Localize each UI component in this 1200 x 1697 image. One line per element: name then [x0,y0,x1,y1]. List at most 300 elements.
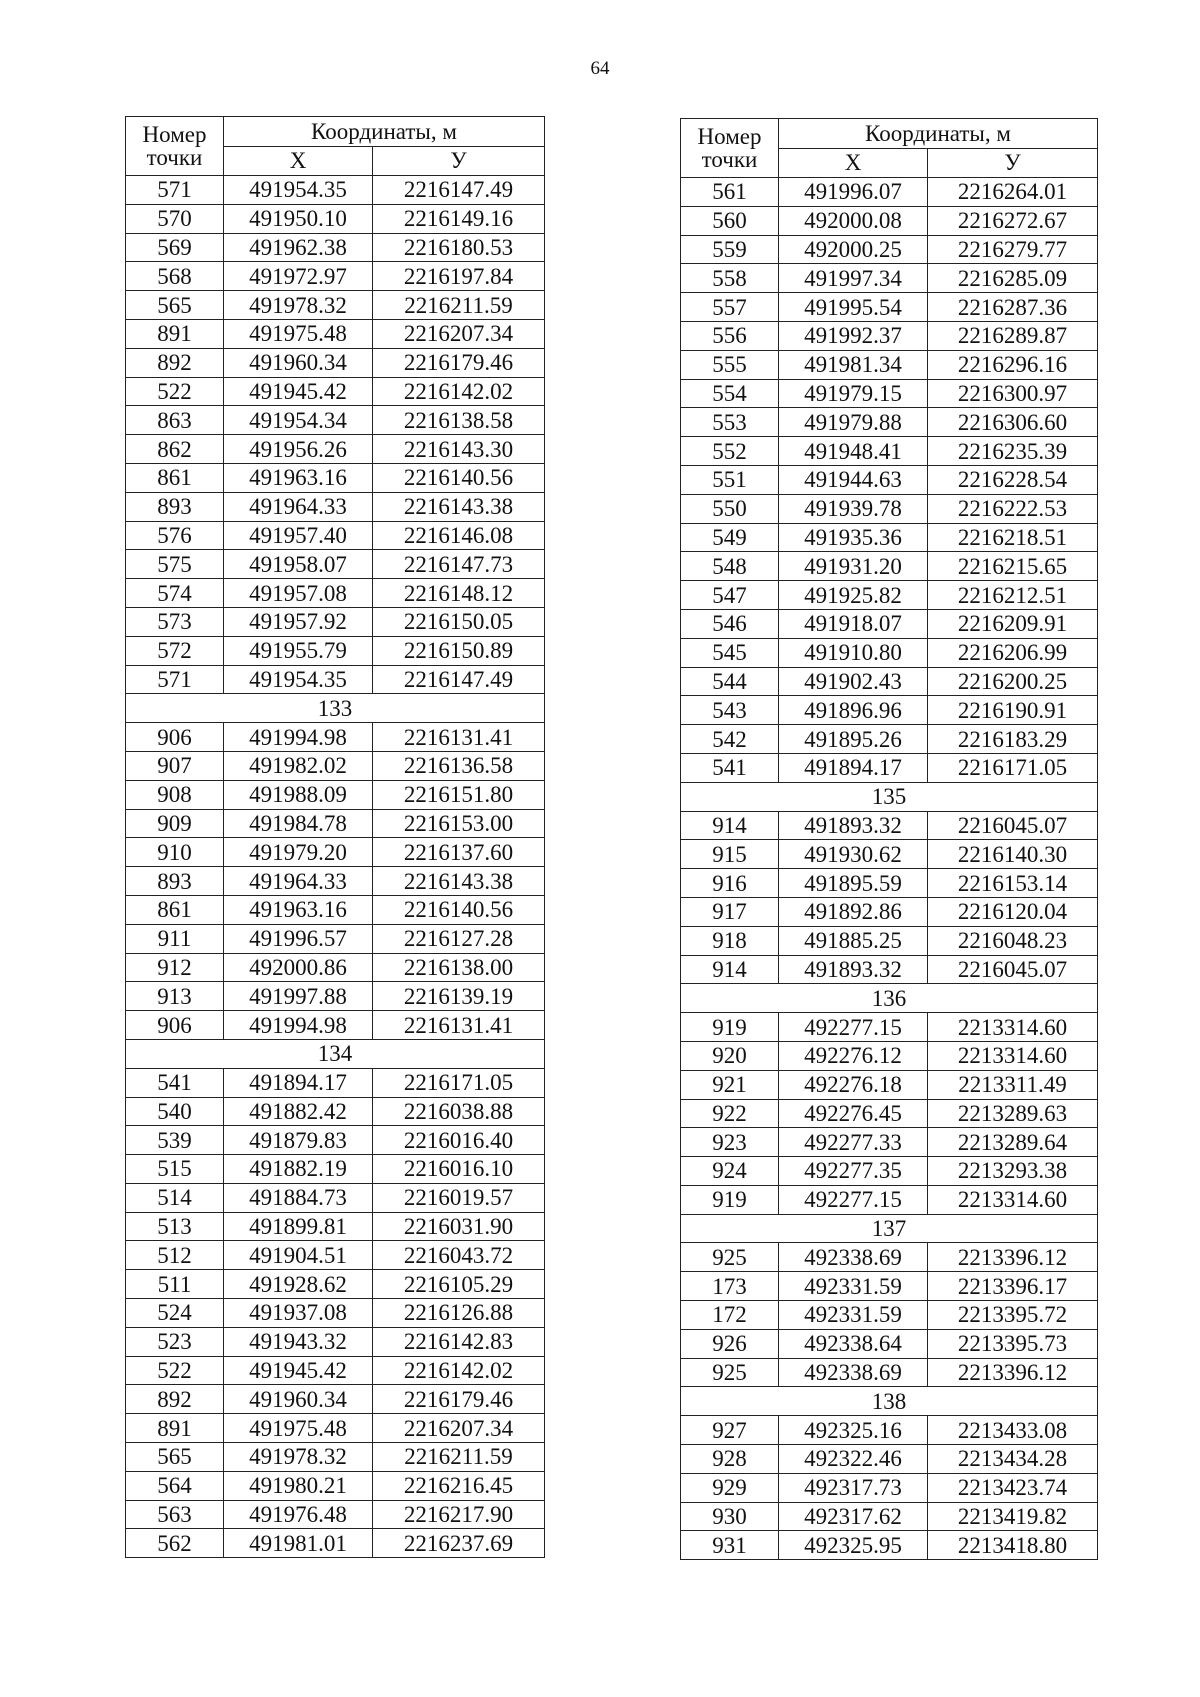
point-number-cell: 552 [681,437,779,466]
y-coordinate-cell: 2213434.28 [928,1445,1098,1474]
x-coordinate-cell: 491978.32 [224,291,373,320]
point-number-cell: 924 [681,1157,779,1186]
y-coordinate-cell: 2216306.60 [928,408,1098,437]
table-row [681,609,1098,638]
point-number-cell: 522 [126,1356,224,1385]
table-row [681,1416,1098,1445]
point-number-cell: 891 [126,319,224,348]
y-coordinate-cell: 2216212.51 [928,581,1098,610]
contour-group-row [126,694,545,723]
table-row [681,379,1098,408]
point-number-cell: 923 [681,1128,779,1157]
point-number-cell: 919 [681,1013,779,1042]
x-coordinate-cell: 492276.18 [779,1070,928,1099]
y-coordinate-cell: 2216287.36 [928,293,1098,322]
x-coordinate-cell: 492000.86 [224,953,373,982]
table-row [681,926,1098,955]
y-coordinate-cell: 2213396.12 [928,1243,1098,1272]
x-coordinate-cell: 491882.42 [224,1097,373,1126]
y-coordinate-cell: 2216043.72 [373,1241,545,1270]
y-coordinate-cell: 2216140.56 [373,463,545,492]
y-coordinate-cell: 2216016.40 [373,1126,545,1155]
x-coordinate-cell: 491996.07 [779,178,928,207]
table-row [681,840,1098,869]
table-row [126,665,545,694]
table-row [681,955,1098,984]
table-row [681,1070,1098,1099]
point-number-cell: 911 [126,924,224,953]
x-coordinate-cell: 491954.35 [224,176,373,205]
coordinates-header: Координаты, м [224,117,545,147]
contour-number: 135 [681,782,1098,811]
x-coordinate-cell: 491996.57 [224,924,373,953]
y-coordinate-cell: 2213293.38 [928,1157,1098,1186]
y-column-header: У [928,148,1098,178]
y-coordinate-cell: 2216197.84 [373,262,545,291]
y-coordinate-cell: 2216300.97 [928,379,1098,408]
y-coordinate-cell: 2213396.17 [928,1272,1098,1301]
point-number-cell: 557 [681,293,779,322]
y-coordinate-cell: 2216150.89 [373,636,545,665]
y-coordinate-cell: 2216126.88 [373,1299,545,1328]
table-row [126,1500,545,1529]
table-row [126,1212,545,1241]
x-coordinate-cell: 492338.64 [779,1329,928,1358]
table-row [126,377,545,406]
point-number-cell: 541 [681,753,779,782]
y-coordinate-cell: 2216171.05 [928,753,1098,782]
y-coordinate-cell: 2216148.12 [373,579,545,608]
table-row [126,1011,545,1040]
y-coordinate-cell: 2216147.49 [373,176,545,205]
y-coordinate-cell: 2213419.82 [928,1502,1098,1531]
point-number-cell: 564 [126,1471,224,1500]
y-coordinate-cell: 2213433.08 [928,1416,1098,1445]
x-coordinate-cell: 491979.20 [224,838,373,867]
table-row [126,1299,545,1328]
y-coordinate-cell: 2216190.91 [928,696,1098,725]
table-row [126,1155,545,1184]
y-coordinate-cell: 2213311.49 [928,1070,1098,1099]
table-row [681,1041,1098,1070]
y-coordinate-cell: 2216285.09 [928,264,1098,293]
table-row [126,982,545,1011]
y-coordinate-cell: 2213314.60 [928,1013,1098,1042]
x-coordinate-cell: 491960.34 [224,348,373,377]
x-coordinate-cell: 491957.40 [224,521,373,550]
x-coordinate-cell: 491980.21 [224,1471,373,1500]
contour-group-row [681,984,1098,1013]
x-coordinate-cell: 492338.69 [779,1358,928,1387]
y-coordinate-cell: 2216179.46 [373,1385,545,1414]
point-number-header: Номер точки [126,117,224,176]
point-number-cell: 906 [126,723,224,752]
x-coordinate-cell: 491957.08 [224,579,373,608]
y-coordinate-cell: 2216131.41 [373,1011,545,1040]
y-coordinate-cell: 2216143.30 [373,435,545,464]
y-coordinate-cell: 2216127.28 [373,924,545,953]
table-row [681,1329,1098,1358]
table-row [126,1270,545,1299]
point-number-cell: 928 [681,1445,779,1474]
table-row [126,348,545,377]
point-number-cell: 546 [681,609,779,638]
point-number-cell: 553 [681,408,779,437]
table-row [681,494,1098,523]
x-coordinate-cell: 492276.12 [779,1041,928,1070]
table-row [126,204,545,233]
table-row [681,1473,1098,1502]
x-coordinate-cell: 492277.35 [779,1157,928,1186]
point-number-cell: 574 [126,579,224,608]
y-coordinate-cell: 2213395.72 [928,1301,1098,1330]
table-row [126,953,545,982]
x-coordinate-cell: 491964.33 [224,867,373,896]
table-row [126,895,545,924]
y-coordinate-cell: 2213418.80 [928,1531,1098,1560]
point-number-cell: 558 [681,264,779,293]
y-coordinate-cell: 2213289.63 [928,1099,1098,1128]
point-number-cell: 545 [681,638,779,667]
point-number-cell: 908 [126,780,224,809]
table-row [126,262,545,291]
y-coordinate-cell: 2216183.29 [928,725,1098,754]
y-coordinate-cell: 2216031.90 [373,1212,545,1241]
point-number-cell: 921 [681,1070,779,1099]
point-number-cell: 541 [126,1068,224,1097]
x-coordinate-cell: 491904.51 [224,1241,373,1270]
table-row [126,1443,545,1472]
x-coordinate-cell: 491931.20 [779,552,928,581]
x-coordinate-cell: 491957.92 [224,607,373,636]
point-number-cell: 576 [126,521,224,550]
point-number-cell: 922 [681,1099,779,1128]
table-row [126,636,545,665]
point-number-cell: 563 [126,1500,224,1529]
table-row [126,550,545,579]
y-coordinate-cell: 2213314.60 [928,1041,1098,1070]
point-number-cell: 572 [126,636,224,665]
y-coordinate-cell: 2216211.59 [373,291,545,320]
point-number-cell: 931 [681,1531,779,1560]
point-number-cell: 929 [681,1473,779,1502]
y-coordinate-cell: 2216217.90 [373,1500,545,1529]
point-number-cell: 514 [126,1183,224,1212]
x-coordinate-cell: 491944.63 [779,465,928,494]
point-number-cell: 910 [126,838,224,867]
x-coordinate-cell: 491960.34 [224,1385,373,1414]
table-row [681,1128,1098,1157]
y-coordinate-cell: 2216209.91 [928,609,1098,638]
y-coordinate-cell: 2216237.69 [373,1529,545,1558]
table-header-row [126,117,545,147]
y-coordinate-cell: 2216211.59 [373,1443,545,1472]
y-coordinate-cell: 2216200.25 [928,667,1098,696]
y-coordinate-cell: 2216235.39 [928,437,1098,466]
y-coordinate-cell: 2213314.60 [928,1185,1098,1214]
x-coordinate-cell: 492331.59 [779,1272,928,1301]
x-coordinate-cell: 491997.34 [779,264,928,293]
table-row [126,579,545,608]
x-coordinate-cell: 491997.88 [224,982,373,1011]
y-coordinate-cell: 2216218.51 [928,523,1098,552]
y-column-header: У [373,146,545,176]
y-coordinate-cell: 2216272.67 [928,206,1098,235]
x-coordinate-cell: 491885.25 [779,926,928,955]
x-coordinate-cell: 491976.48 [224,1500,373,1529]
point-number-cell: 523 [126,1327,224,1356]
point-number-cell: 893 [126,867,224,896]
y-coordinate-cell: 2216153.14 [928,869,1098,898]
x-coordinate-cell: 491882.19 [224,1155,373,1184]
table-row [681,696,1098,725]
x-coordinate-cell: 491981.34 [779,350,928,379]
x-coordinate-cell: 491992.37 [779,321,928,350]
y-coordinate-cell: 2216216.45 [373,1471,545,1500]
x-coordinate-cell: 491895.26 [779,725,928,754]
x-coordinate-cell: 491899.81 [224,1212,373,1241]
x-coordinate-cell: 491995.54 [779,293,928,322]
contour-number: 136 [681,984,1098,1013]
table-row [681,1243,1098,1272]
table-row [681,1185,1098,1214]
table-row [681,523,1098,552]
contour-group-row [681,1214,1098,1243]
table-row [681,667,1098,696]
point-number-cell: 913 [126,982,224,1011]
table-row [126,1471,545,1500]
x-coordinate-cell: 492317.62 [779,1502,928,1531]
y-coordinate-cell: 2216019.57 [373,1183,545,1212]
point-number-cell: 861 [126,895,224,924]
x-coordinate-cell: 491902.43 [779,667,928,696]
point-number-cell: 862 [126,435,224,464]
x-coordinate-cell: 491945.42 [224,377,373,406]
contour-group-row [681,1387,1098,1416]
table-row [681,465,1098,494]
x-coordinate-cell: 491954.34 [224,406,373,435]
point-number-cell: 542 [681,725,779,754]
point-number-cell: 513 [126,1212,224,1241]
table-row [126,809,545,838]
table-row [126,176,545,205]
table-row [681,869,1098,898]
table-row [126,1327,545,1356]
point-number-cell: 925 [681,1358,779,1387]
table-row [681,1502,1098,1531]
x-coordinate-cell: 491981.01 [224,1529,373,1558]
x-coordinate-cell: 491962.38 [224,233,373,262]
y-coordinate-cell: 2213396.12 [928,1358,1098,1387]
table-row [126,233,545,262]
table-row [681,581,1098,610]
y-coordinate-cell: 2216222.53 [928,494,1098,523]
point-number-cell: 565 [126,291,224,320]
y-coordinate-cell: 2216289.87 [928,321,1098,350]
point-number-cell: 512 [126,1241,224,1270]
table-row [126,463,545,492]
point-number-cell: 173 [681,1272,779,1301]
point-number-cell: 565 [126,1443,224,1472]
y-coordinate-cell: 2216038.88 [373,1097,545,1126]
y-coordinate-cell: 2213289.64 [928,1128,1098,1157]
contour-group-row [126,1039,545,1068]
table-row [681,638,1098,667]
table-row [126,867,545,896]
y-coordinate-cell: 2216142.02 [373,1356,545,1385]
table-row [126,1414,545,1443]
x-coordinate-cell: 491910.80 [779,638,928,667]
point-number-cell: 914 [681,811,779,840]
table-row [681,206,1098,235]
table-row [681,1531,1098,1560]
coordinates-header: Координаты, м [779,119,1098,149]
point-number-cell: 571 [126,665,224,694]
point-number-cell: 511 [126,1270,224,1299]
y-coordinate-cell: 2216142.83 [373,1327,545,1356]
x-coordinate-cell: 491950.10 [224,204,373,233]
point-number-cell: 575 [126,550,224,579]
point-number-cell: 930 [681,1502,779,1531]
x-coordinate-cell: 491879.83 [224,1126,373,1155]
point-number-cell: 573 [126,607,224,636]
table-row [126,1183,545,1212]
point-number-cell: 861 [126,463,224,492]
table-row [681,811,1098,840]
x-coordinate-cell: 491958.07 [224,550,373,579]
point-number-cell: 892 [126,348,224,377]
x-coordinate-cell: 491979.88 [779,408,928,437]
x-coordinate-cell: 491939.78 [779,494,928,523]
x-coordinate-cell: 491925.82 [779,581,928,610]
table-row [681,437,1098,466]
point-number-cell: 515 [126,1155,224,1184]
y-coordinate-cell: 2216143.38 [373,867,545,896]
x-coordinate-cell: 491956.26 [224,435,373,464]
x-coordinate-cell: 491928.62 [224,1270,373,1299]
x-coordinate-cell: 492325.95 [779,1531,928,1560]
table-row [126,780,545,809]
x-coordinate-cell: 491972.97 [224,262,373,291]
point-number-cell: 539 [126,1126,224,1155]
y-coordinate-cell: 2216140.30 [928,840,1098,869]
table-row [681,235,1098,264]
x-coordinate-cell: 492277.33 [779,1128,928,1157]
point-number-cell: 916 [681,869,779,898]
contour-number: 133 [126,694,545,723]
table-row [126,838,545,867]
table-row [681,178,1098,207]
point-number-cell: 919 [681,1185,779,1214]
coordinates-table-right [680,118,1098,1560]
point-number-cell: 907 [126,751,224,780]
table-row [126,924,545,953]
contour-number: 137 [681,1214,1098,1243]
point-number-cell: 172 [681,1301,779,1330]
y-coordinate-cell: 2216120.04 [928,897,1098,926]
x-coordinate-cell: 492277.15 [779,1013,928,1042]
table-row [126,1356,545,1385]
y-coordinate-cell: 2216279.77 [928,235,1098,264]
x-coordinate-cell: 492331.59 [779,1301,928,1330]
y-coordinate-cell: 2216206.99 [928,638,1098,667]
contour-group-row [681,782,1098,811]
x-coordinate-cell: 491979.15 [779,379,928,408]
y-coordinate-cell: 2216048.23 [928,926,1098,955]
point-number-cell: 906 [126,1011,224,1040]
point-number-cell: 562 [126,1529,224,1558]
y-coordinate-cell: 2216180.53 [373,233,545,262]
table-row [681,350,1098,379]
x-coordinate-cell: 491948.41 [779,437,928,466]
x-column-header: Х [224,146,373,176]
y-coordinate-cell: 2216150.05 [373,607,545,636]
point-number-cell: 568 [126,262,224,291]
point-number-cell: 555 [681,350,779,379]
y-coordinate-cell: 2216153.00 [373,809,545,838]
y-coordinate-cell: 2216138.00 [373,953,545,982]
x-coordinate-cell: 491963.16 [224,895,373,924]
x-coordinate-cell: 491894.17 [779,753,928,782]
y-coordinate-cell: 2216207.34 [373,319,545,348]
x-coordinate-cell: 491994.98 [224,723,373,752]
x-coordinate-cell: 491963.16 [224,463,373,492]
point-number-cell: 914 [681,955,779,984]
table-row [681,408,1098,437]
y-coordinate-cell: 2213423.74 [928,1473,1098,1502]
point-number-cell: 891 [126,1414,224,1443]
point-number-cell: 927 [681,1416,779,1445]
x-coordinate-cell: 491964.33 [224,492,373,521]
point-number-cell: 926 [681,1329,779,1358]
x-coordinate-cell: 491978.32 [224,1443,373,1472]
table-row [126,1097,545,1126]
table-row [681,1358,1098,1387]
table-row [681,897,1098,926]
y-coordinate-cell: 2216147.73 [373,550,545,579]
x-coordinate-cell: 492000.25 [779,235,928,264]
point-number-cell: 549 [681,523,779,552]
point-number-cell: 556 [681,321,779,350]
table-row [681,1445,1098,1474]
y-coordinate-cell: 2216142.02 [373,377,545,406]
point-number-cell: 920 [681,1041,779,1070]
x-coordinate-cell: 491982.02 [224,751,373,780]
x-coordinate-cell: 492276.45 [779,1099,928,1128]
y-coordinate-cell: 2216139.19 [373,982,545,1011]
y-coordinate-cell: 2216228.54 [928,465,1098,494]
table-row [126,1385,545,1414]
table-row [126,291,545,320]
point-number-header: Номер точки [681,119,779,178]
table-row [681,1272,1098,1301]
table-row [681,1157,1098,1186]
x-coordinate-cell: 491895.59 [779,869,928,898]
x-coordinate-cell: 491893.32 [779,955,928,984]
coordinates-table-left [125,116,545,1558]
point-number-cell: 925 [681,1243,779,1272]
y-coordinate-cell: 2216207.34 [373,1414,545,1443]
y-coordinate-cell: 2216045.07 [928,955,1098,984]
x-coordinate-cell: 491892.86 [779,897,928,926]
y-coordinate-cell: 2216138.58 [373,406,545,435]
table-row [126,1126,545,1155]
table-row [126,751,545,780]
point-number-cell: 915 [681,840,779,869]
table-row [681,1301,1098,1330]
x-coordinate-cell: 491984.78 [224,809,373,838]
y-coordinate-cell: 2216171.05 [373,1068,545,1097]
